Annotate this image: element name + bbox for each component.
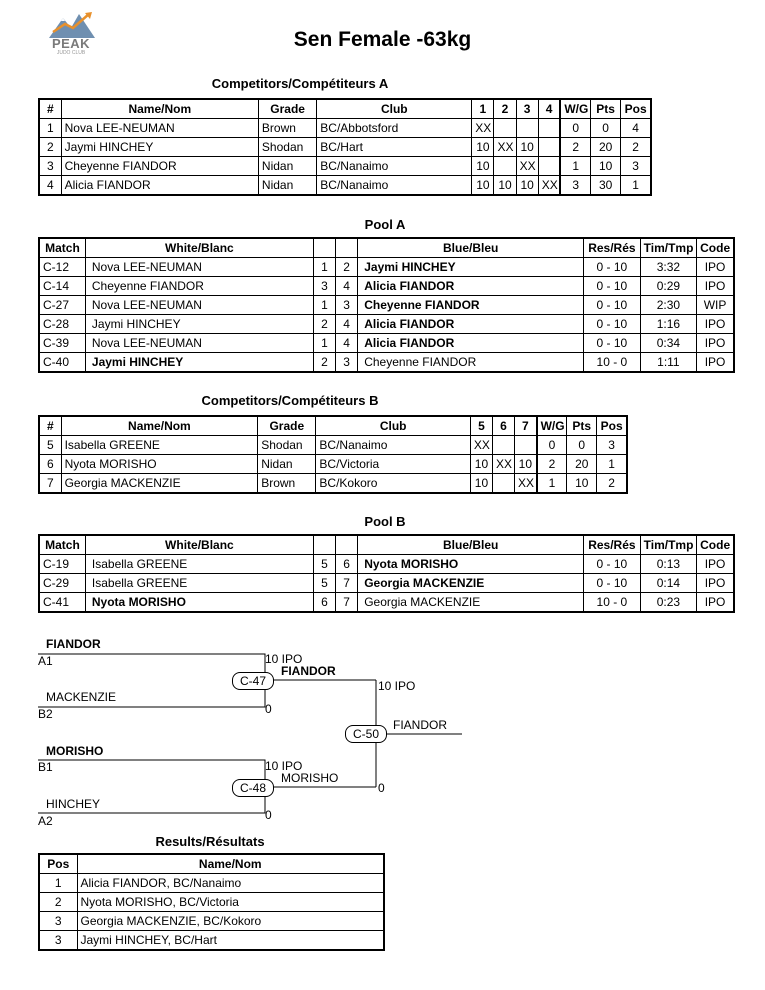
table-cell: IPO — [697, 334, 734, 353]
table-cell: IPO — [697, 315, 734, 334]
table-cell: IPO — [697, 258, 734, 277]
table-cell: 4 — [621, 119, 651, 138]
semi2-top-score: 10 IPO — [265, 759, 303, 773]
final-winner: FIANDOR — [393, 718, 447, 732]
column-header: Res/Rés — [584, 238, 640, 258]
semi2-bottom-score: 0 — [265, 808, 272, 822]
table-cell: Georgia MACKENZIE — [358, 574, 584, 593]
semi1-bottom-name: MACKENZIE — [46, 690, 117, 704]
table-cell: 0 — [537, 436, 567, 455]
table-cell: 10 — [516, 138, 538, 157]
column-header: Pts — [591, 99, 621, 119]
table-cell: 1:11 — [640, 353, 696, 373]
table-cell: WIP — [697, 296, 734, 315]
table-cell: Jaymi HINCHEY — [61, 138, 258, 157]
table-cell: 5 — [39, 436, 61, 455]
table-row — [39, 931, 384, 951]
table-cell: 10 — [472, 138, 494, 157]
table-cell: 5 — [313, 574, 335, 593]
column-header: Name/Nom — [61, 416, 258, 436]
table-cell: Brown — [258, 474, 316, 494]
table-cell: Jaymi HINCHEY, BC/Hart — [77, 931, 384, 951]
table-cell: Nyota MORISHO — [358, 555, 584, 574]
table-cell: 10 — [567, 474, 597, 494]
table-cell: 0:34 — [640, 334, 696, 353]
column-header: W/G — [560, 99, 590, 119]
table-cell: XX — [492, 455, 514, 474]
column-header: 5 — [470, 416, 492, 436]
table-cell: 0 — [591, 119, 621, 138]
table-cell: BC/Nanaimo — [316, 436, 471, 455]
table-cell: XX — [515, 474, 537, 494]
semi2-top-seed: B1 — [38, 760, 53, 774]
match-c48-badge: C-48 — [232, 779, 274, 797]
competitors-b-heading: Competitors/Compétiteurs B — [201, 393, 379, 408]
table-cell: Jaymi HINCHEY — [358, 258, 584, 277]
semi2-winner: MORISHO — [281, 771, 339, 785]
table-cell: BC/Kokoro — [316, 474, 471, 494]
column-header: Pts — [567, 416, 597, 436]
table-cell: 3 — [336, 353, 358, 373]
column-header: White/Blanc — [85, 535, 313, 555]
table-cell: Georgia MACKENZIE, BC/Kokoro — [77, 912, 384, 931]
table-cell: Isabella GREENE — [85, 555, 313, 574]
column-header: # — [39, 99, 61, 119]
table-cell: IPO — [697, 593, 734, 613]
table-cell: 1 — [313, 334, 335, 353]
column-header: 1 — [472, 99, 494, 119]
table-cell: 10 — [515, 455, 537, 474]
table-cell: 1 — [560, 157, 590, 176]
table-cell: 4 — [39, 176, 61, 196]
table-cell: Isabella GREENE — [61, 436, 258, 455]
logo-subtext: JUDO CLUB — [56, 50, 86, 56]
table-cell: C-41 — [39, 593, 85, 613]
table-cell: 2 — [537, 455, 567, 474]
column-header: Grade — [258, 416, 316, 436]
table-cell: Jaymi HINCHEY — [85, 315, 313, 334]
table-cell: 10 — [470, 474, 492, 494]
column-header: 3 — [516, 99, 538, 119]
table-cell: XX — [472, 119, 494, 138]
semi1-winner: FIANDOR — [281, 664, 336, 678]
table-cell: 6 — [336, 555, 358, 574]
table-cell: 7 — [39, 474, 61, 494]
table-cell: XX — [470, 436, 492, 455]
table-cell: BC/Victoria — [316, 455, 471, 474]
table-cell: 2:30 — [640, 296, 696, 315]
table-cell: Nyota MORISHO, BC/Victoria — [77, 893, 384, 912]
table-cell: 10 — [516, 176, 538, 196]
table-cell: 3 — [39, 157, 61, 176]
column-header: 7 — [515, 416, 537, 436]
table-cell: Nidan — [258, 176, 316, 196]
column-header: Club — [316, 416, 471, 436]
column-header: Name/Nom — [77, 854, 384, 874]
table-cell: C-19 — [39, 555, 85, 574]
column-header: 2 — [494, 99, 516, 119]
table-cell: 3 — [39, 912, 77, 931]
table-cell: XX — [494, 138, 516, 157]
semi2-bottom-seed: A2 — [38, 814, 53, 828]
table-cell: C-27 — [39, 296, 85, 315]
table-cell: 1 — [313, 258, 335, 277]
table-cell: 4 — [336, 277, 358, 296]
pool-b-heading: Pool B — [364, 514, 406, 529]
table-cell: IPO — [697, 555, 734, 574]
table-cell: 2 — [313, 353, 335, 373]
semi1-top-seed: A1 — [38, 654, 53, 668]
table-cell: Alicia FIANDOR — [358, 277, 584, 296]
table-cell: 0 - 10 — [584, 258, 640, 277]
column-header: White/Blanc — [85, 238, 313, 258]
table-cell: 3 — [560, 176, 590, 196]
table-cell: 3 — [39, 931, 77, 951]
table-cell: Alicia FIANDOR, BC/Nanaimo — [77, 874, 384, 893]
table-cell: C-14 — [39, 277, 85, 296]
table-cell: 0 - 10 — [584, 574, 640, 593]
table-cell: 3:32 — [640, 258, 696, 277]
table-cell: 2 — [39, 893, 77, 912]
results-heading: Results/Résultats — [155, 834, 265, 849]
table-cell: 7 — [336, 593, 358, 613]
table-cell: Nova LEE-NEUMAN — [85, 296, 313, 315]
semi1-bottom-seed: B2 — [38, 707, 53, 721]
table-cell: 0 — [560, 119, 590, 138]
table-cell: IPO — [697, 277, 734, 296]
table-cell: Nyota MORISHO — [61, 455, 258, 474]
logo-text: PEAK — [51, 36, 91, 51]
table-cell: 1 — [621, 176, 651, 196]
table-row — [39, 874, 384, 893]
table-cell: 20 — [591, 138, 621, 157]
table-cell: 3 — [621, 157, 651, 176]
final-bottom-score: 0 — [378, 781, 385, 795]
table-cell: 20 — [567, 455, 597, 474]
table-cell: 10 — [591, 157, 621, 176]
column-header: Tim/Tmp — [640, 535, 696, 555]
table-cell: 3 — [336, 296, 358, 315]
table-cell: 4 — [336, 315, 358, 334]
table-cell: Cheyenne FIANDOR — [358, 353, 584, 373]
table-cell: 2 — [560, 138, 590, 157]
table-cell: BC/Nanaimo — [317, 157, 472, 176]
table-cell: 0:14 — [640, 574, 696, 593]
table-cell: 1 — [597, 455, 627, 474]
table-header-row — [39, 854, 384, 874]
table-cell: 0:23 — [640, 593, 696, 613]
pool-a-heading: Pool A — [364, 217, 406, 232]
table-cell: XX — [516, 157, 538, 176]
table-cell: 5 — [313, 555, 335, 574]
table-cell: Nova LEE-NEUMAN — [61, 119, 258, 138]
table-cell: 0 - 10 — [584, 334, 640, 353]
table-cell: 1 — [537, 474, 567, 494]
table-cell: 3 — [597, 436, 627, 455]
table-cell: C-40 — [39, 353, 85, 373]
table-cell: 0:29 — [640, 277, 696, 296]
table-cell: 1 — [39, 119, 61, 138]
table-row — [39, 912, 384, 931]
table-cell: 0:13 — [640, 555, 696, 574]
table-cell: Nidan — [258, 157, 316, 176]
table-cell: Alicia FIANDOR — [61, 176, 258, 196]
table-cell: 0 - 10 — [584, 277, 640, 296]
competitors-a-heading: Competitors/Compétiteurs A — [211, 76, 389, 91]
table-cell: 0 — [567, 436, 597, 455]
table-cell: Isabella GREENE — [85, 574, 313, 593]
table-cell: Brown — [258, 119, 316, 138]
table-cell: Shodan — [258, 436, 316, 455]
column-header: Match — [39, 535, 85, 555]
semi1-top-name: FIANDOR — [46, 637, 101, 651]
table-cell: 2 — [621, 138, 651, 157]
column-header: Name/Nom — [61, 99, 258, 119]
table-cell: Shodan — [258, 138, 316, 157]
table-cell: Alicia FIANDOR — [358, 334, 584, 353]
table-row — [39, 893, 384, 912]
table-cell: 6 — [313, 593, 335, 613]
table-cell: Nidan — [258, 455, 316, 474]
column-header: Pos — [39, 854, 77, 874]
match-c50-badge: C-50 — [345, 725, 387, 743]
table-cell: BC/Nanaimo — [317, 176, 472, 196]
column-header: # — [39, 416, 61, 436]
table-cell: 0 - 10 — [584, 296, 640, 315]
table-cell: 1 — [39, 874, 77, 893]
table-cell: Georgia MACKENZIE — [61, 474, 258, 494]
table-cell: Nova LEE-NEUMAN — [85, 334, 313, 353]
semi2-bottom-name: HINCHEY — [46, 797, 101, 811]
table-cell: 6 — [39, 455, 61, 474]
column-header: 4 — [538, 99, 560, 119]
table-cell: BC/Abbotsford — [317, 119, 472, 138]
table-cell: 10 — [472, 176, 494, 196]
column-header: Blue/Bleu — [358, 535, 584, 555]
column-header: Blue/Bleu — [358, 238, 584, 258]
table-cell: 0 - 10 — [584, 555, 640, 574]
table-cell: C-29 — [39, 574, 85, 593]
column-header: 6 — [492, 416, 514, 436]
table-cell: C-12 — [39, 258, 85, 277]
table-cell: IPO — [697, 353, 734, 373]
match-c47-badge: C-47 — [232, 672, 274, 690]
table-cell: XX — [538, 176, 560, 196]
table-cell: 2 — [597, 474, 627, 494]
final-top-score: 10 IPO — [378, 679, 416, 693]
results-table — [38, 853, 385, 951]
table-cell: C-39 — [39, 334, 85, 353]
table-cell: 2 — [336, 258, 358, 277]
table-cell: Alicia FIANDOR — [358, 315, 584, 334]
table-cell: Cheyenne FIANDOR — [358, 296, 584, 315]
column-header: Match — [39, 238, 85, 258]
table-cell: Jaymi HINCHEY — [85, 353, 313, 373]
column-header: Grade — [258, 99, 316, 119]
table-cell: 1 — [313, 296, 335, 315]
column-header: Tim/Tmp — [640, 238, 696, 258]
table-cell: 10 — [472, 157, 494, 176]
table-cell: 10 — [470, 455, 492, 474]
column-header: Pos — [597, 416, 627, 436]
table-cell: 4 — [336, 334, 358, 353]
table-cell: Nova LEE-NEUMAN — [85, 258, 313, 277]
table-cell: BC/Hart — [317, 138, 472, 157]
table-cell: Cheyenne FIANDOR — [85, 277, 313, 296]
semi1-top-score: 10 IPO — [265, 652, 303, 666]
table-cell: 2 — [313, 315, 335, 334]
table-cell: 10 - 0 — [584, 593, 640, 613]
table-cell: Nyota MORISHO — [85, 593, 313, 613]
table-cell: 3 — [313, 277, 335, 296]
column-header: Club — [317, 99, 472, 119]
table-cell: 1:16 — [640, 315, 696, 334]
table-cell: 7 — [336, 574, 358, 593]
table-cell: Georgia MACKENZIE — [358, 593, 584, 613]
table-cell: 10 - 0 — [584, 353, 640, 373]
table-cell: Cheyenne FIANDOR — [61, 157, 258, 176]
column-header: Code — [697, 238, 734, 258]
table-cell: 0 - 10 — [584, 315, 640, 334]
column-header: Pos — [621, 99, 651, 119]
column-header: W/G — [537, 416, 567, 436]
semi1-bottom-score: 0 — [265, 702, 272, 716]
page-title: Sen Female -63kg — [293, 28, 472, 51]
table-cell: IPO — [697, 574, 734, 593]
table-cell: 2 — [39, 138, 61, 157]
column-header: Res/Rés — [584, 535, 640, 555]
table-cell: 10 — [494, 176, 516, 196]
table-cell: C-28 — [39, 315, 85, 334]
semi2-top-name: MORISHO — [46, 744, 104, 758]
column-header: Code — [697, 535, 734, 555]
table-cell: 30 — [591, 176, 621, 196]
